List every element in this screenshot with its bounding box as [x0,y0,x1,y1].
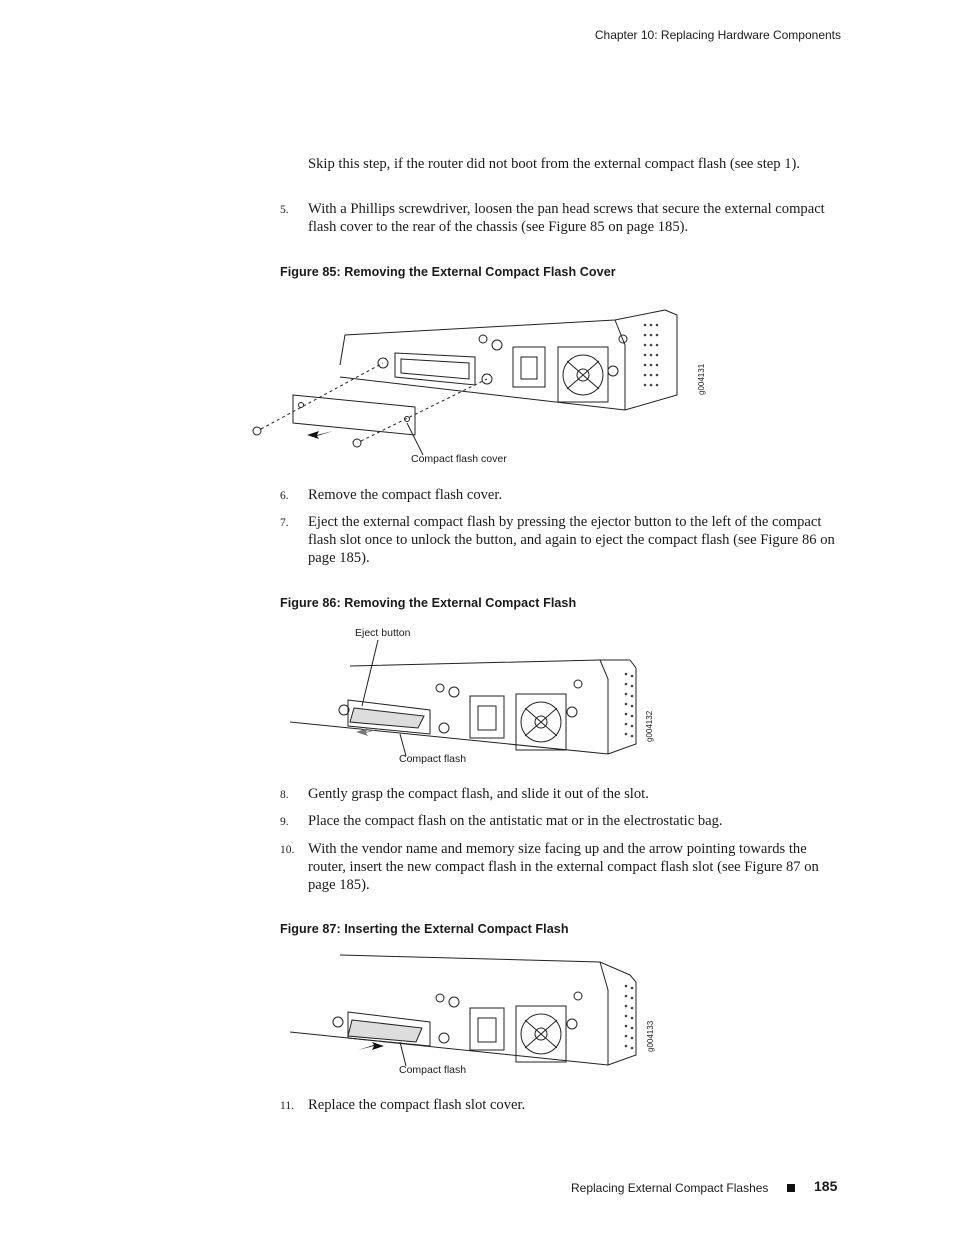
figure-caption: Figure 86: Removing the External Compact Flash [280,596,577,610]
figure-87-illustration [290,950,670,1085]
step-number: 11. [280,1100,294,1112]
figure-id: g004131 [697,363,706,395]
step-text: Gently grasp the compact flash, and slide it out of the slot. [308,786,649,802]
figure-caption: Figure 87: Inserting the External Compact Flash [280,922,569,936]
chassis-rear-cover-drawing [245,295,725,475]
step-number: 10. [280,844,295,856]
running-footer: Replacing External Compact Flashes [571,1181,769,1195]
step-number: 8. [280,789,289,801]
footer-bullet-icon [787,1184,795,1192]
chassis-eject-drawing [290,624,670,774]
callout-label: Compact flash cover [411,453,507,465]
running-header: Chapter 10: Replacing Hardware Components [594,28,841,42]
step-number: 7. [280,517,289,529]
intro-paragraph: Skip this step, if the router did not boot from the external compact flash (see step 1). [308,156,801,172]
step-number: 9. [280,816,289,828]
step-number: 5. [280,204,289,216]
step-text: Replace the compact flash slot cover. [308,1097,526,1113]
figure-85-illustration [245,295,725,475]
callout-label: Eject button [355,627,411,639]
figure-id: g004133 [646,1020,655,1052]
step-text: With the vendor name and memory size facing up and the arrow pointing towards the router, insert the new compact flash in the external compact flash slot (see Figure 87 on page 185). [308,841,819,893]
step-text: Place the compact flash on the antistatic mat or in the electrostatic bag. [308,813,723,829]
page-number: 185 [814,1178,838,1194]
figure-caption: Figure 85: Removing the External Compact Flash Cover [280,265,616,279]
figure-id: g004132 [645,710,654,742]
step-number: 6. [280,490,289,502]
step-text: Remove the compact flash cover. [308,487,503,503]
step-text: With a Phillips screwdriver, loosen the pan head screws that secure the external compact flash cover to the rear of the chassis (see Figure 85 on page 185). [308,201,825,235]
step-text: Eject the external compact flash by pressing the ejector button to the left of the compact flash slot once to unlock the button, and again to eject the compact flash (see Figure 86 on page 185). [308,514,835,566]
chassis-insert-drawing [290,950,670,1085]
callout-label: Compact flash [399,753,467,765]
callout-label: Compact flash [399,1064,467,1076]
figure-86-illustration [290,624,670,774]
